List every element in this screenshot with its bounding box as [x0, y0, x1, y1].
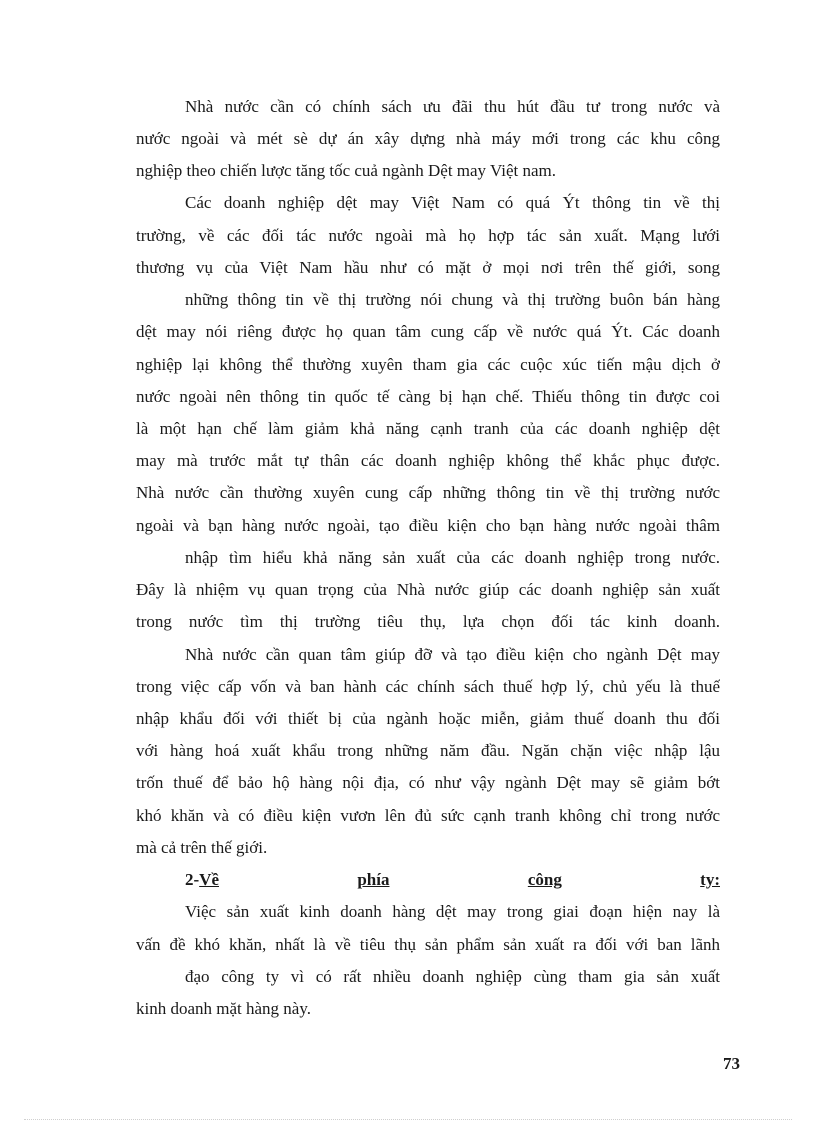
text-line: trong việc cấp vốn và ban hành các chính sách thuế hợp lý, chủ yếu là thuế: [136, 677, 720, 696]
text-line: nhập khẩu đối với thiết bị của ngành hoặc miễn, giảm thuế doanh thu đối: [136, 709, 720, 728]
text-line: nước ngoài nên thông tin quốc tế càng bị hạn chế. Thiếu thông tin được coi: [136, 387, 720, 406]
text-line: với hàng hoá xuất khẩu trong những năm đầu. Ngăn chặn việc nhập lậu: [136, 741, 720, 760]
text-line: trốn thuế để bảo hộ hàng nội địa, có như vậy ngành Dệt may sẽ giảm bớt: [136, 773, 720, 792]
heading-word-4: ty:: [700, 870, 720, 889]
text-line: Nhà nước cần quan tâm giúp đỡ và tạo điều kiện cho ngành Dệt may: [185, 645, 720, 664]
heading-word-1: [185, 869, 219, 891]
text-line: Việc sản xuất kinh doanh hàng dệt may trong giai đoạn hiện nay là: [185, 902, 720, 921]
text-line: đạo công ty vì có rất nhiều doanh nghiệp cùng tham gia sản xuất: [185, 967, 720, 986]
text-line: là một hạn chế làm giảm khả năng cạnh tranh của các doanh nghiệp dệt: [136, 419, 720, 438]
heading-word-2: phía: [357, 870, 390, 889]
text-line: mà cả trên thế giới.: [136, 838, 268, 857]
text-line: nghiệp lại không thể thường xuyên tham gia các cuộc xúc tiến mậu dịch ở: [136, 355, 720, 374]
text-line: nước ngoài và mét sè dự án xây dựng nhà máy mới trong các khu công: [136, 129, 720, 148]
text-line: may mà trước mắt tự thân các doanh nghiệp không thể khắc phục được.: [136, 451, 720, 470]
text-line: dệt may nói riêng được họ quan tâm cung cấp về nước quá Ýt. Các doanh: [136, 322, 720, 341]
text-line: Nhà nước cần thường xuyên cung cấp những thông tin về thị trường nước: [136, 483, 720, 502]
text-line: Nhà nước cần có chính sách ưu đãi thu hút đầu tư trong nước và: [185, 97, 720, 116]
heading-number: 2-: [185, 870, 200, 889]
section-heading: [185, 869, 720, 891]
text-line: những thông tin về thị trường nói chung và thị trường buôn bán hàng: [185, 290, 720, 309]
heading-word-3: công: [527, 870, 562, 889]
text-line: Đây là nhiệm vụ quan trọng của Nhà nước giúp các doanh nghiệp sản xuất: [136, 580, 720, 599]
text-line: vấn đề khó khăn, nhất là về tiêu thụ sản phẩm sản xuất ra đối với ban lãnh: [136, 935, 720, 954]
text-line: khó khăn và có điều kiện vươn lên đủ sức cạnh tranh không chỉ trong nước: [136, 806, 720, 825]
heading-word-text: Về: [199, 870, 219, 889]
page-bottom-divider: [24, 1119, 792, 1120]
text-line: trong nước tìm thị trường tiêu thụ, lựa chọn đối tác kinh doanh.: [136, 612, 720, 631]
text-line: trường, về các đối tác nước ngoài mà họ hợp tác sản xuất. Mạng lưới: [136, 226, 720, 245]
text-line: nghiệp theo chiến lược tăng tốc cuả ngành Dệt may Việt nam.: [136, 161, 557, 180]
text-line: kinh doanh mặt hàng này.: [136, 999, 311, 1018]
text-line: ngoài và bạn hàng nước ngoài, tạo điều kiện cho bạn hàng nước ngoài thâm: [136, 516, 720, 535]
page-number: 73: [723, 1054, 740, 1073]
text-line: thương vụ của Việt Nam hầu như có mặt ở mọi nơi trên thế giới, song: [136, 258, 720, 277]
text-line: Các doanh nghiệp dệt may Việt Nam có quá Ýt thông tin về thị: [185, 193, 720, 212]
text-line: nhập tìm hiểu khả năng sản xuất của các doanh nghiệp trong nước.: [185, 548, 720, 567]
